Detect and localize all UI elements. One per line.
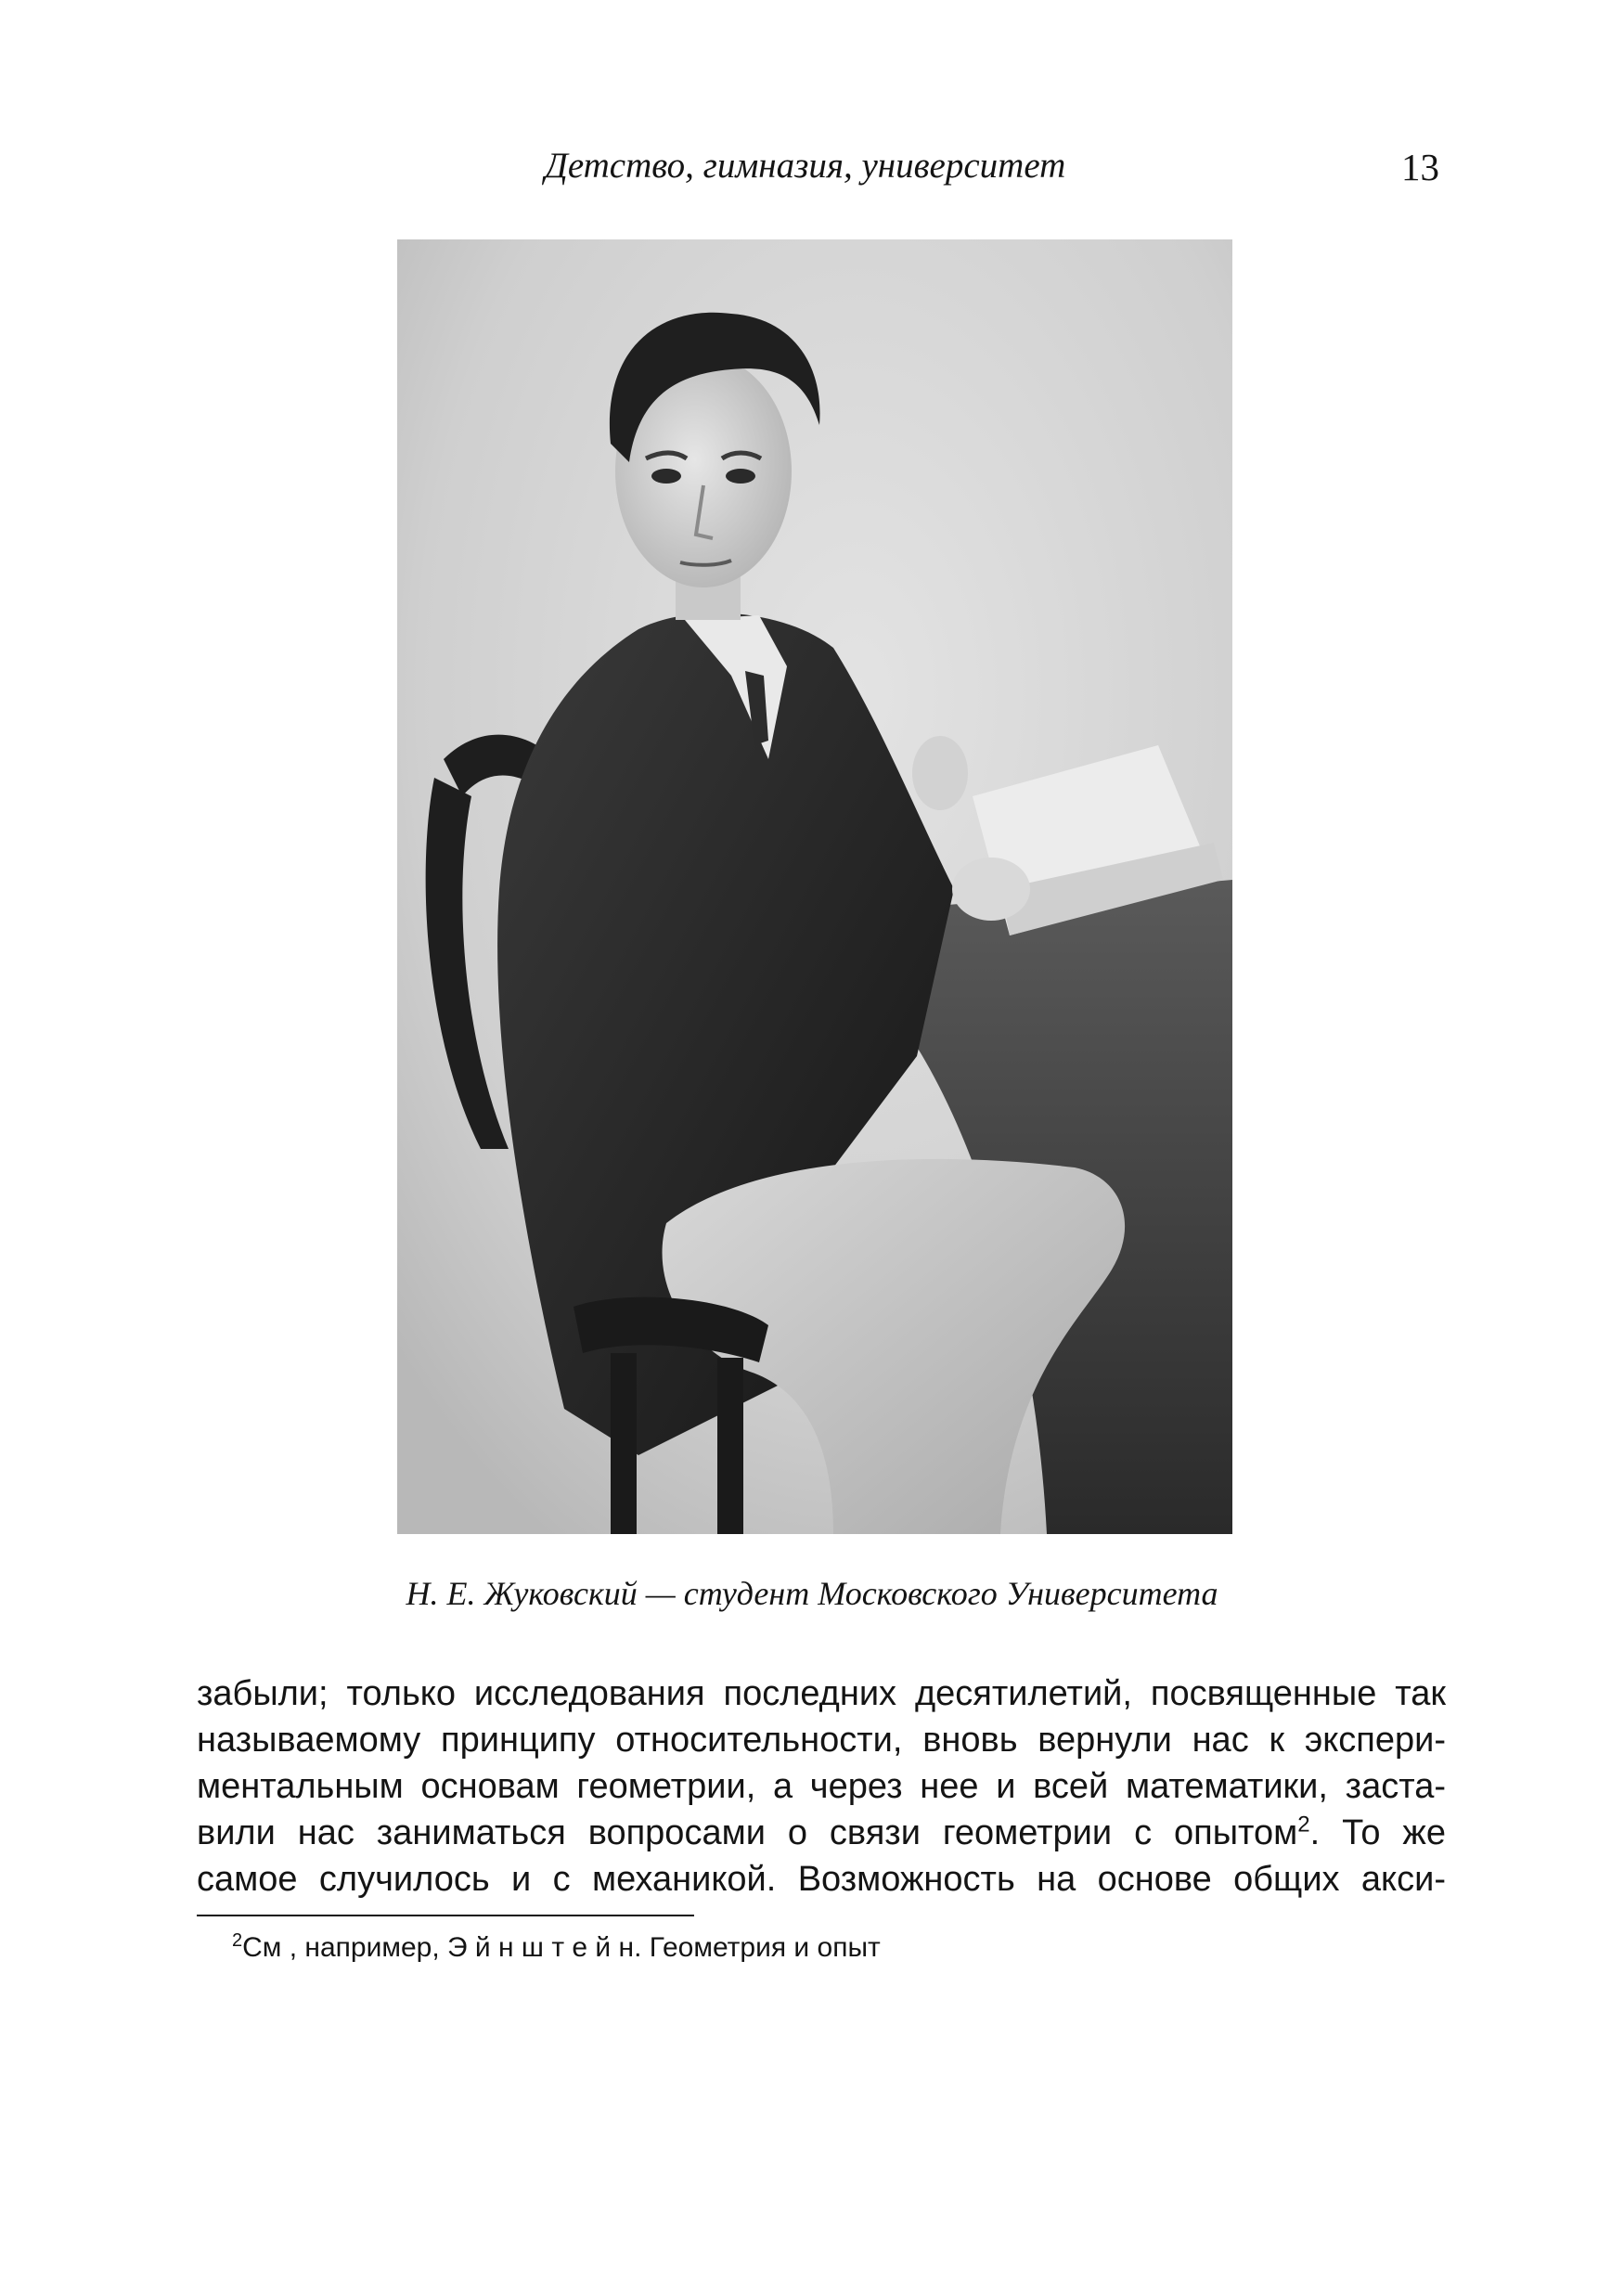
footnote-text: См , например, Э й н ш т е й н. Геометрия и опыт (242, 1932, 881, 1963)
figure-caption: Н. Е. Жуковский — студент Московского Университета (406, 1575, 1218, 1612)
portrait-photograph (397, 239, 1232, 1534)
body-line-tail: . То же (1309, 1813, 1446, 1852)
body-line: ментальным основам геометрии, а через нее и всей математики, заста- (197, 1767, 1446, 1806)
body-line: забыли; только исследования последних десятилетий, посвященные так (197, 1674, 1446, 1713)
footnote (232, 1932, 881, 1964)
footnote-divider (197, 1915, 694, 1916)
running-head-title: Детство, гимназия, университет (545, 146, 1066, 186)
body-line-with-footnote-ref (197, 1810, 1446, 1856)
body-line-text: вили нас заниматься вопросами о связи геометрии с опытом (197, 1813, 1298, 1852)
footnote-reference[interactable]: 2 (1297, 1812, 1310, 1838)
body-paragraph (197, 1670, 1446, 1903)
page-number: 13 (1401, 146, 1439, 188)
body-line: самое случилось и с механикой. Возможность на основе общих акси- (197, 1860, 1446, 1899)
footnote-marker: 2 (232, 1930, 243, 1951)
body-line: называемому принципу относительности, вновь вернули нас к экспери- (197, 1721, 1446, 1760)
